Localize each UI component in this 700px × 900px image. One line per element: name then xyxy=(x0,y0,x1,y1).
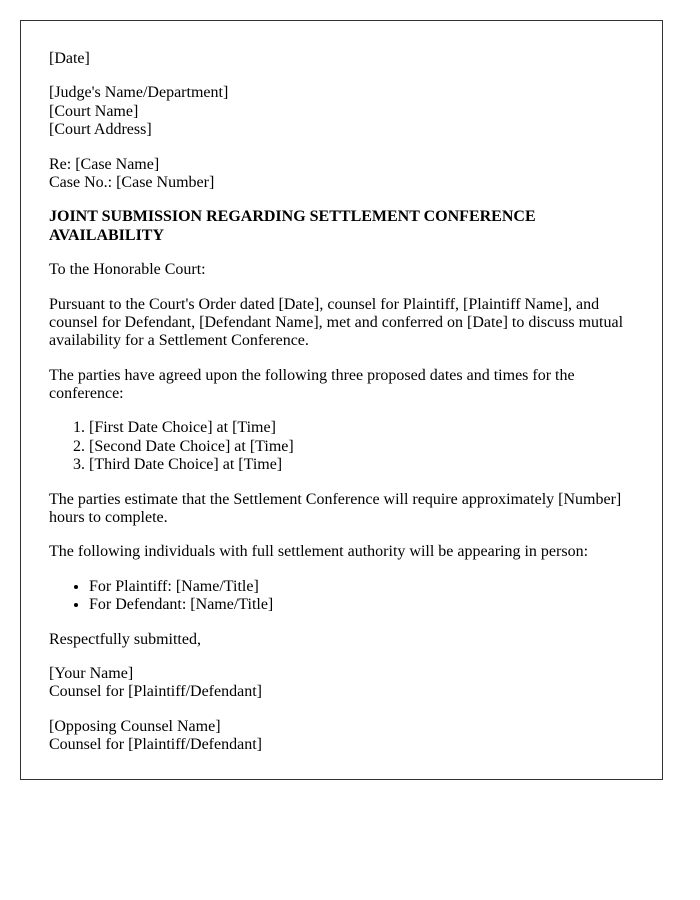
signature-primary-role: Counsel for [Plaintiff/Defendant] xyxy=(49,683,262,701)
paragraph-intro: Pursuant to the Court's Order dated [Date], counsel for Plaintiff, [Plaintiff Name], and counsel for Defendant, [Defendant Name], met and conferred on [Date] to discuss mutual availability for a Settlement Conference. xyxy=(49,295,624,350)
recipient-court-address-line: [Court Address] xyxy=(49,121,152,139)
recipient-court-name-line: [Court Name] xyxy=(49,102,139,120)
case-reference-block xyxy=(49,156,634,193)
salutation: To the Honorable Court: xyxy=(49,261,206,279)
attendees-list xyxy=(49,578,634,615)
list-item-defendant-attendee: • For Defendant: [Name/Title] xyxy=(89,596,634,614)
list-item-plaintiff-attendee: • For Plaintiff: [Name/Title] xyxy=(89,578,634,596)
paragraph-authority: The following individuals with full settlement authority will be appearing in person: xyxy=(49,543,589,561)
paragraph-estimate: The parties estimate that the Settlement Conference will require approximately [Number] hours to complete. xyxy=(49,490,622,527)
list-item-third-date: 3. [Third Date Choice] at [Time] xyxy=(89,456,634,474)
signature-block-opposing xyxy=(49,718,634,755)
case-number-line: Case No.: [Case Number] xyxy=(49,173,215,191)
document-title: JOINT SUBMISSION REGARDING SETTLEMENT CONFERENCE AVAILABILITY xyxy=(49,208,536,244)
list-item-second-date: 2. [Second Date Choice] at [Time] xyxy=(89,438,634,456)
proposed-dates-list xyxy=(49,419,634,474)
paragraph-agreed-dates: The parties have agreed upon the following three proposed dates and times for the conference: xyxy=(49,366,575,403)
signature-opposing-name: [Opposing Counsel Name] xyxy=(49,717,221,735)
re-line: Re: [Case Name] xyxy=(49,155,160,173)
list-item-first-date: 1. [First Date Choice] at [Time] xyxy=(89,419,634,437)
letter-date xyxy=(49,50,634,68)
letter-date-text: [Date] xyxy=(49,50,90,67)
recipient-address-block xyxy=(49,84,634,139)
recipient-judge-line: [Judge's Name/Department] xyxy=(49,84,229,102)
signature-opposing-role: Counsel for [Plaintiff/Defendant] xyxy=(49,736,262,754)
signature-primary-name: [Your Name] xyxy=(49,664,134,682)
signature-block-primary xyxy=(49,665,634,702)
closing-line: Respectfully submitted, xyxy=(49,630,201,648)
letter-document xyxy=(20,20,663,780)
